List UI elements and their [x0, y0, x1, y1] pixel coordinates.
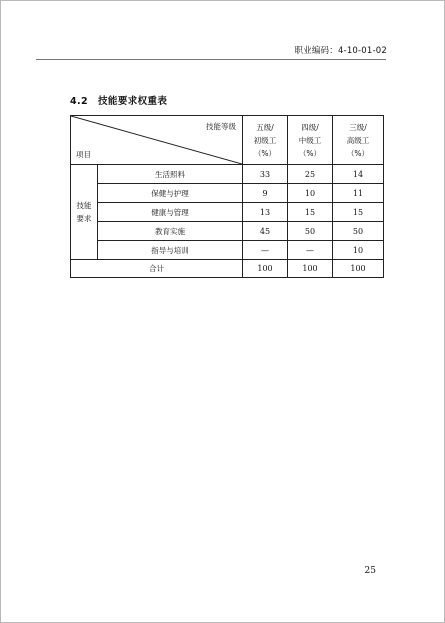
- column-header: 三级/ 高级工 （%）: [333, 116, 384, 165]
- row-label: 健康与管理: [98, 203, 243, 222]
- row-label: 指导与培训: [98, 241, 243, 260]
- table-cell: 15: [333, 203, 384, 222]
- header-rule: [36, 59, 386, 60]
- row-label: 教育实施: [98, 222, 243, 241]
- table-cell: 100: [333, 260, 384, 278]
- table-cell: 9: [243, 184, 288, 203]
- table-cell: 100: [288, 260, 333, 278]
- table-header-row: [71, 116, 384, 165]
- table-cell: 15: [288, 203, 333, 222]
- column-header: 五级/ 初级工 （%）: [243, 116, 288, 165]
- group-label: 技能 要求: [71, 165, 98, 260]
- table-cell: —: [243, 241, 288, 260]
- table-cell: 100: [243, 260, 288, 278]
- occupation-code: 职业编码：4-10-01-02: [294, 46, 387, 56]
- skill-weight-table: [70, 115, 384, 278]
- table-cell: 14: [333, 165, 384, 184]
- table-cell: —: [288, 241, 333, 260]
- table-cell: 50: [333, 222, 384, 241]
- table-cell: 45: [243, 222, 288, 241]
- table-cell: 10: [333, 241, 384, 260]
- table-cell: 33: [243, 165, 288, 184]
- table-row: [71, 222, 384, 241]
- total-label: 合计: [71, 260, 243, 278]
- level-label: 技能等级: [206, 122, 236, 131]
- section-title: 技能要求权重表: [98, 96, 168, 107]
- table-cell: 11: [333, 184, 384, 203]
- table-row: [71, 165, 384, 184]
- table-row: [71, 184, 384, 203]
- page-number: 25: [364, 566, 376, 576]
- table-cell: 50: [288, 222, 333, 241]
- table-cell: 25: [288, 165, 333, 184]
- total-row: [71, 260, 384, 278]
- column-header: 四级/ 中级工 （%）: [288, 116, 333, 165]
- section-number: 4.2: [70, 96, 89, 107]
- section-heading: [70, 93, 167, 107]
- table-row: [71, 203, 384, 222]
- table-cell: 10: [288, 184, 333, 203]
- corner-cell: [71, 116, 243, 165]
- item-label: 项目: [76, 150, 91, 159]
- row-label: 保健与护理: [98, 184, 243, 203]
- row-label: 生活照料: [98, 165, 243, 184]
- table-row: [71, 241, 384, 260]
- table-cell: 13: [243, 203, 288, 222]
